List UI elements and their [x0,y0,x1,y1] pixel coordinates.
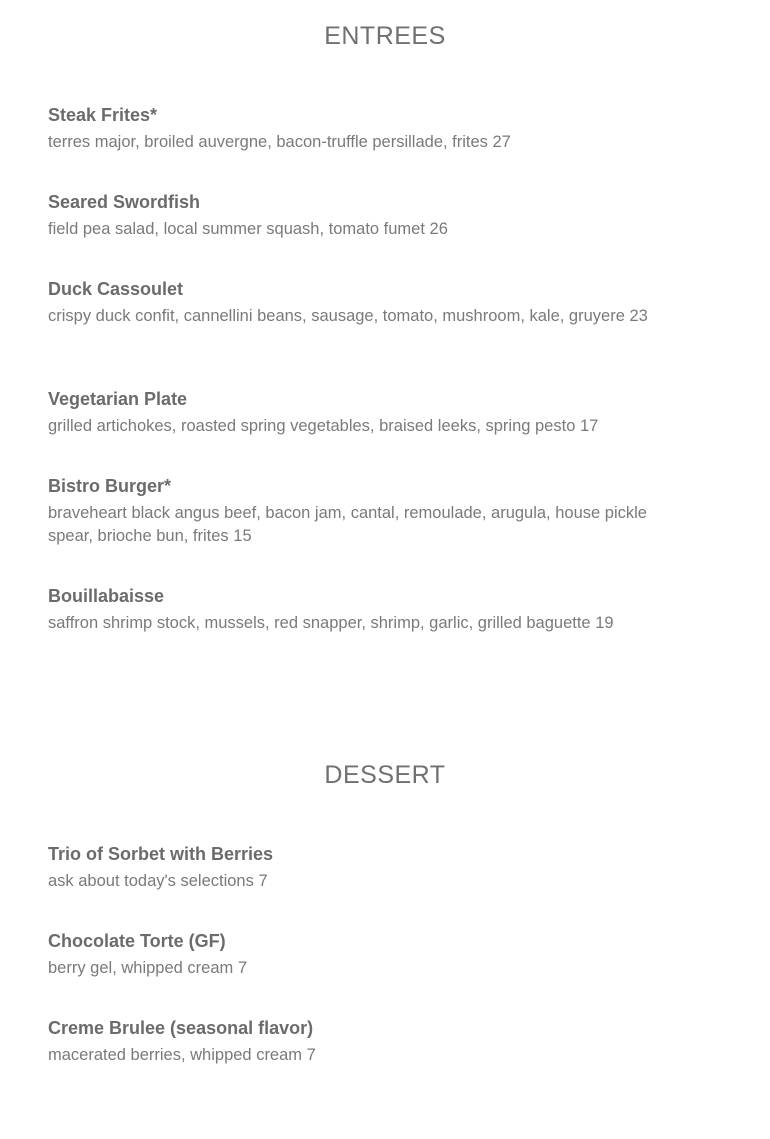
item-name: Vegetarian Plate [48,389,188,409]
menu-item-bistro-burger [48,475,688,548]
menu-item-steak-frites [48,104,688,154]
item-description: field pea salad, local summer squash, tomato fumet 26 [48,220,448,238]
menu-item-seared-swordfish [48,191,688,241]
menu-item-duck-cassoulet [48,278,688,328]
item-name: Seared Swordfish [48,192,201,212]
item-name: Trio of Sorbet with Berries [48,844,274,864]
menu-item-trio-of-sorbet [48,843,688,893]
item-name: Chocolate Torte (GF) [48,931,226,951]
item-description: crispy duck confit, cannellini beans, sausage, tomato, mushroom, kale, gruyere 23 [48,307,648,325]
menu-item-vegetarian-plate [48,388,688,438]
dessert-title: DESSERT [324,761,446,789]
item-name: Duck Cassoulet [48,279,184,299]
item-name: Creme Brulee (seasonal flavor) [48,1018,314,1038]
item-description: grilled artichokes, roasted spring vegetables, braised leeks, spring pesto 17 [48,417,599,435]
item-name: Steak Frites* [48,105,158,125]
item-name: Bouillabaisse [48,586,165,606]
menu-item-chocolate-torte [48,930,688,980]
item-description: macerated berries, whipped cream 7 [48,1046,316,1064]
entrees-title: ENTREES [324,22,446,50]
item-description: terres major, broiled auvergne, bacon-truffle persillade, frites 27 [48,133,511,151]
item-description: berry gel, whipped cream 7 [48,959,248,977]
menu-item-bouillabaisse [48,585,688,635]
menu-item-creme-brulee [48,1017,688,1067]
item-name: Bistro Burger* [48,476,172,496]
item-description: braveheart black angus beef, bacon jam, cantal, remoulade, arugula, house pickle spear, brioche bun, frites 15 [48,504,647,545]
item-description: saffron shrimp stock, mussels, red snapper, shrimp, garlic, grilled baguette 19 [48,614,614,632]
item-description: ask about today's selections 7 [48,872,268,890]
